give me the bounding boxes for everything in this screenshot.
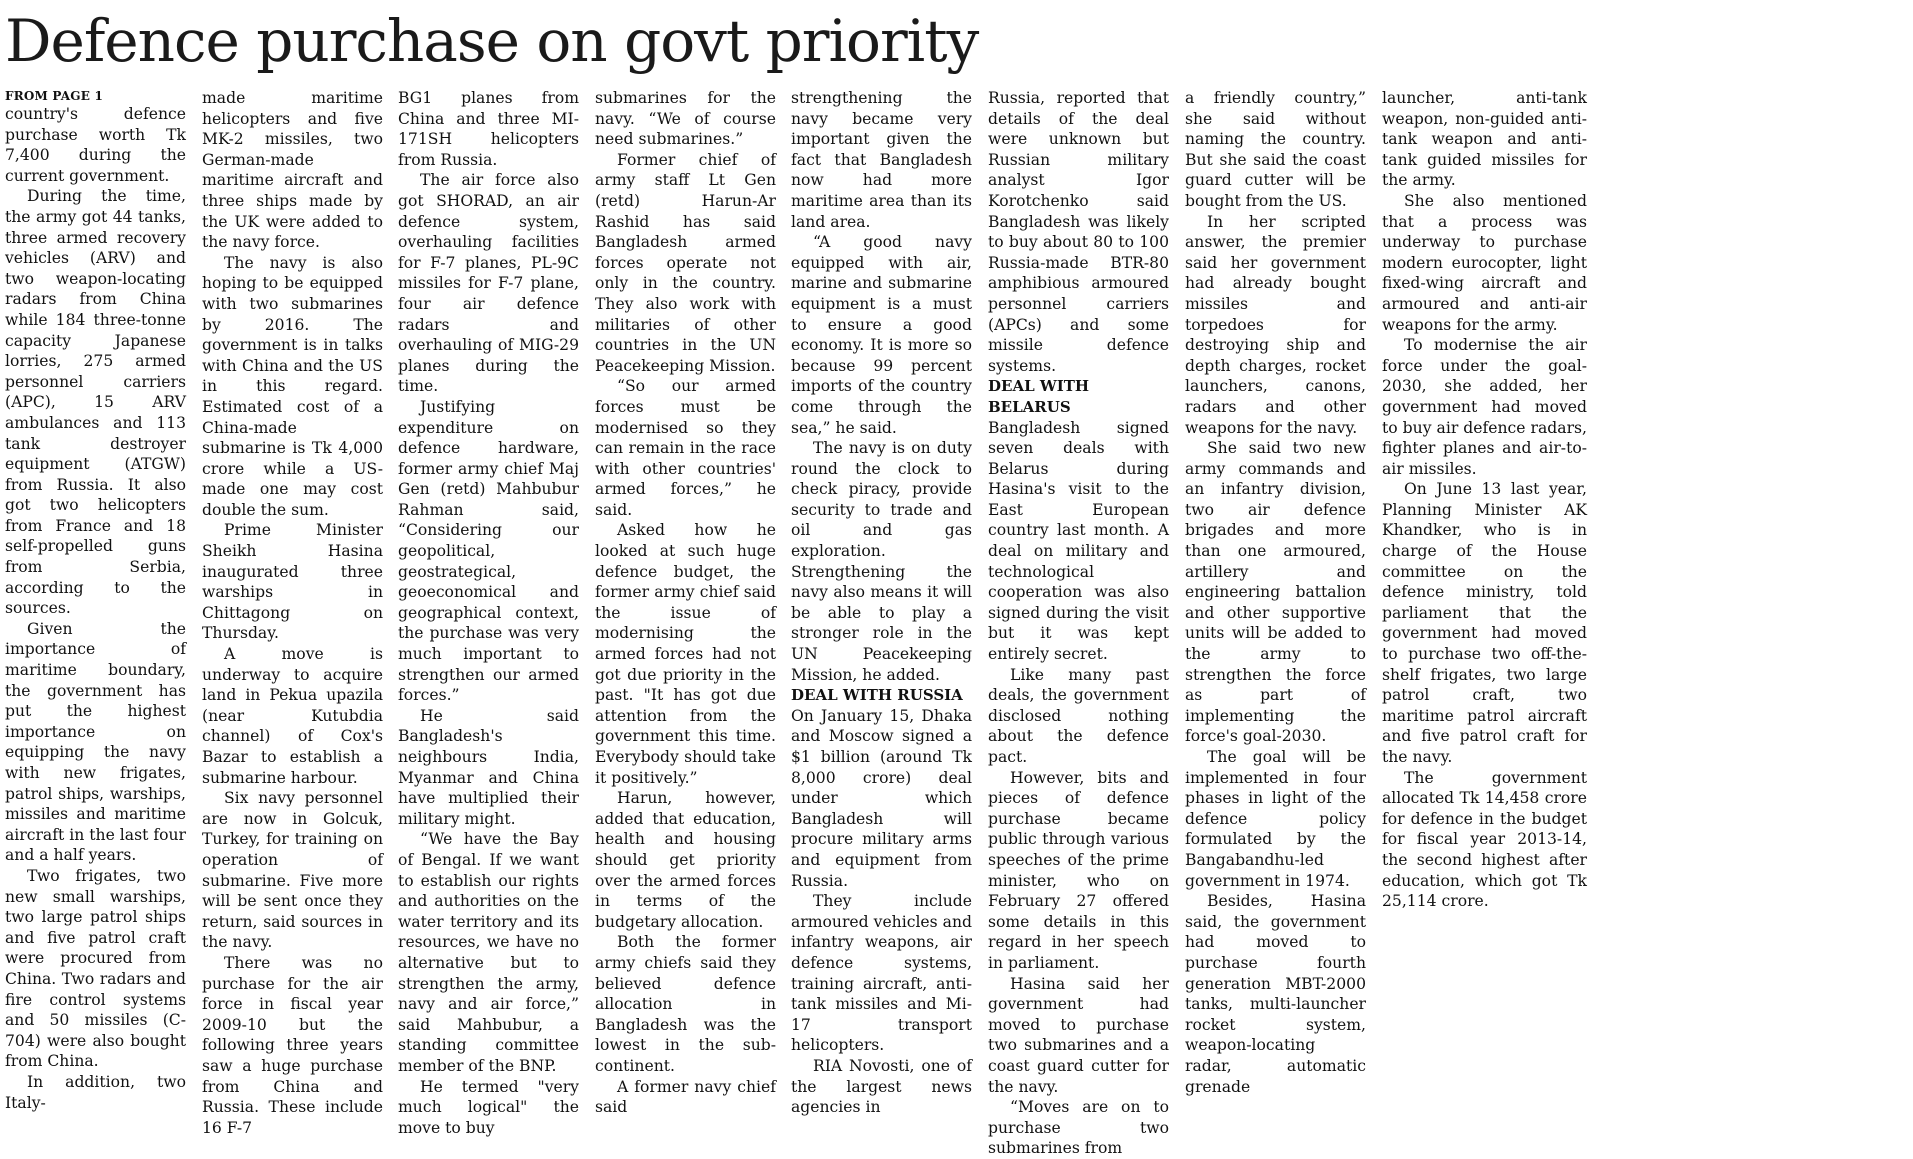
article-paragraph: “We have the Bay of Bengal. If we want to establish our rights and authorities on the water territory and its resources, we have no alternative but to strengthen the army, navy and air force,” said Mahbubur, a standing committee member of the BNP. (398, 830, 579, 1075)
article-body (5, 88, 1908, 1158)
continuation-kicker: FROM PAGE 1 (5, 89, 103, 103)
article-paragraph: Both the former army chiefs said they believed defence allocation in Bangladesh was the lowest in the sub-continent. (595, 933, 776, 1075)
article-paragraph: A move is underway to acquire land in Pekua upazila (near Kutubdia channel) of Cox's Bazar to establish a submarine harbour. (202, 645, 383, 787)
article-paragraph: Justifying expenditure on defence hardware, former army chief Maj Gen (retd) Mahbubur Rahman said, “Considering our geopolitical, geostrategical, geoeconomical and geographical context, the purchase was very much important to strengthen our armed forces.” (398, 397, 579, 705)
section-subhead: DEAL WITH BELARUS (988, 377, 1090, 416)
article-paragraph: He termed "very much logical" the move to buy (398, 1077, 579, 1137)
article-paragraph: A former navy chief said (595, 1077, 776, 1117)
article-paragraph: However, bits and pieces of defence purchase became public through various speeches of the prime minister, who on February 27 offered some details in this regard in her speech in parliament. (988, 768, 1169, 972)
article-paragraph: On June 13 last year, Planning Minister AK Khandker, who is in charge of the House committee on the defence ministry, told parliament that the government had moved to purchase two off-the-shelf frigates, two large patrol craft, two maritime patrol aircraft and five patrol craft for the navy. (1382, 480, 1587, 766)
article-paragraph: Besides, Hasina said, the government had moved to purchase fourth generation MBT-2000 tanks, multi-launcher rocket system, weapon-locating radar, automatic grenade (1185, 892, 1366, 1096)
article-paragraph: Bangladesh signed seven deals with Belarus during Hasina's visit to the East European country last month. A deal on military and technological cooperation was also signed during the visit but it was kept entirely secret. (988, 418, 1169, 664)
article-paragraph: Like many past deals, the government disclosed nothing about the defence pact. (988, 665, 1169, 766)
article-column-3 (398, 88, 579, 1137)
article-paragraph: They include armoured vehicles and infantry weapons, air defence systems, training aircraft, anti-tank missiles and Mi-17 transport helicopters. (791, 892, 972, 1055)
article-paragraph: country's defence purchase worth Tk 7,400 during the current government. (5, 105, 186, 185)
article-paragraph: “Moves are on to purchase two submarines from (988, 1098, 1169, 1158)
article-paragraph: There was no purchase for the air force in fiscal year 2009-10 but the following three years saw a huge purchase from China and Russia. These include 16 F-7 (202, 953, 383, 1137)
article-paragraph: She also mentioned that a process was underway to purchase modern eurocopter, light fixed-wing aircraft and armoured and anti-air weapons for the army. (1382, 191, 1587, 334)
article-column-2 (202, 88, 383, 1137)
article-paragraph: Two frigates, two new small warships, two large patrol ships and five patrol craft were procured from China. Two radars and fire control systems and 50 missiles (C-704) were also bought from China. (5, 866, 186, 1071)
section-subhead: DEAL WITH RUSSIA (791, 686, 963, 705)
article-column-1 (5, 88, 186, 1112)
article-paragraph: Six navy personnel are now in Golcuk, Turkey, for training on operation of submarine. Five more will be sent once they return, said sources in the navy. (202, 789, 383, 952)
article-paragraph: strengthening the navy became very important given the fact that Bangladesh now had more maritime area than its land area. (791, 89, 972, 231)
article-paragraph: made maritime helicopters and five MK-2 missiles, two German-made maritime aircraft and three ships made by the UK were added to the navy force. (202, 89, 383, 252)
article-paragraph: The navy is on duty round the clock to check piracy, provide security to trade and oil and gas exploration. Strengthening the navy also means it will be able to play a stronger role in the UN Peacekeeping Mission, he added. (791, 439, 972, 684)
article-paragraph: BG1 planes from China and three MI-171SH helicopters from Russia. (398, 89, 579, 169)
article-column-5 (791, 88, 972, 1117)
article-paragraph: On January 15, Dhaka and Moscow signed a $1 billion (around Tk 8,000 crore) deal under which Bangladesh will procure military arms and equipment from Russia. (791, 706, 972, 890)
article-paragraph: a friendly country,” she said without naming the country. But she said the coast guard cutter will be bought from the US. (1185, 89, 1366, 210)
article-paragraph: She said two new army commands and an infantry division, two air defence brigades and more than one armoured, artillery and engineering battalion and other supportive units will be added to the army to strengthen the force as part of implementing the force's goal-2030. (1185, 439, 1366, 746)
article-paragraph: The navy is also hoping to be equipped with two submarines by 2016. The government is in talks with China and the US in this regard. Estimated cost of a China-made submarine is Tk 4,000 crore while a US-made one may cost double the sum. (202, 253, 383, 519)
article-column-8 (1382, 88, 1587, 911)
article-paragraph: The government allocated Tk 14,458 crore for defence in the budget for fiscal year 2013-14, the second highest after education, which got Tk 25,114 crore. (1382, 768, 1587, 911)
article-paragraph: Given the importance of maritime boundary, the government has put the highest importance on equipping the navy with new frigates, patrol ships, warships, missiles and maritime aircraft in the last four and a half years. (5, 619, 186, 865)
article-column-6 (988, 88, 1169, 1158)
article-paragraph: During the time, the army got 44 tanks, three armed recovery vehicles (ARV) and two weapon-locating radars from China while 184 three-tonne capacity Japanese lorries, 275 armed personnel carriers (APC), 15 ARV ambulances and 113 tank destroyer equipment (ATGW) from Russia. It also got two helicopters from France and 18 self-propelled guns from Serbia, according to the sources. (5, 187, 186, 618)
article-paragraph: In her scripted answer, the premier said her government had already bought missiles and torpedoes for destroying ship and depth charges, rocket launchers, canons, radars and other weapons for the navy. (1185, 212, 1366, 437)
article-paragraph: Russia, reported that details of the deal were unknown but Russian military analyst Igor Korotchenko said Bangladesh was likely to buy about 80 to 100 Russia-made BTR-80 amphibious armoured personnel carriers (APCs) and some missile defence systems. (988, 89, 1169, 375)
article-paragraph: He said Bangladesh's neighbours India, Myanmar and China have multiplied their military might. (398, 706, 579, 828)
article-paragraph: In addition, two Italy- (5, 1072, 186, 1112)
article-paragraph: The air force also got SHORAD, an air defence system, overhauling facilities for F-7 planes, PL-9C missiles for F-7 plane, four air defence radars and overhauling of MIG-29 planes during the time. (398, 171, 579, 396)
article-paragraph: RIA Novosti, one of the largest news agencies in (791, 1056, 972, 1117)
article-paragraph: Hasina said her government had moved to purchase two submarines and a coast guard cutter for the navy. (988, 974, 1169, 1096)
headline: Defence purchase on govt priority (5, 7, 979, 75)
article-paragraph: The goal will be implemented in four phases in light of the defence policy formulated by the Bangabandhu-led government in 1974. (1185, 748, 1366, 890)
article-paragraph: launcher, anti-tank weapon, non-guided anti-tank weapon and anti-tank guided missiles for the army. (1382, 89, 1587, 190)
article-column-4 (595, 88, 776, 1117)
article-paragraph: Asked how he looked at such huge defence budget, the former army chief said the issue of modernising the armed forces had not got due priority in the past. "It has got due attention from the government this time. Everybody should take it positively.” (595, 521, 776, 787)
article-paragraph: To modernise the air force under the goal-2030, she added, her government had moved to buy air defence radars, fighter planes and air-to-air missiles. (1382, 336, 1587, 478)
article-paragraph: “So our armed forces must be modernised so they can remain in the race with other countries' armed forces,” he said. (595, 377, 776, 519)
article-paragraph: Former chief of army staff Lt Gen (retd) Harun-Ar Rashid has said Bangladesh armed forces operate not only in the country. They also work with militaries of other countries in the UN Peacekeeping Mission. (595, 150, 776, 375)
article-paragraph: Prime Minister Sheikh Hasina inaugurated three warships in Chittagong on Thursday. (202, 521, 383, 643)
article-paragraph: “A good navy equipped with air, marine and submarine equipment is a must to ensure a good economy. It is more so because 99 percent imports of the country come through the sea,” he said. (791, 233, 972, 437)
article-paragraph: Harun, however, added that education, health and housing should get priority over the armed forces in terms of the budgetary allocation. (595, 789, 776, 931)
article-column-7 (1185, 88, 1366, 1096)
article-paragraph: submarines for the navy. “We of course need submarines.” (595, 89, 776, 149)
